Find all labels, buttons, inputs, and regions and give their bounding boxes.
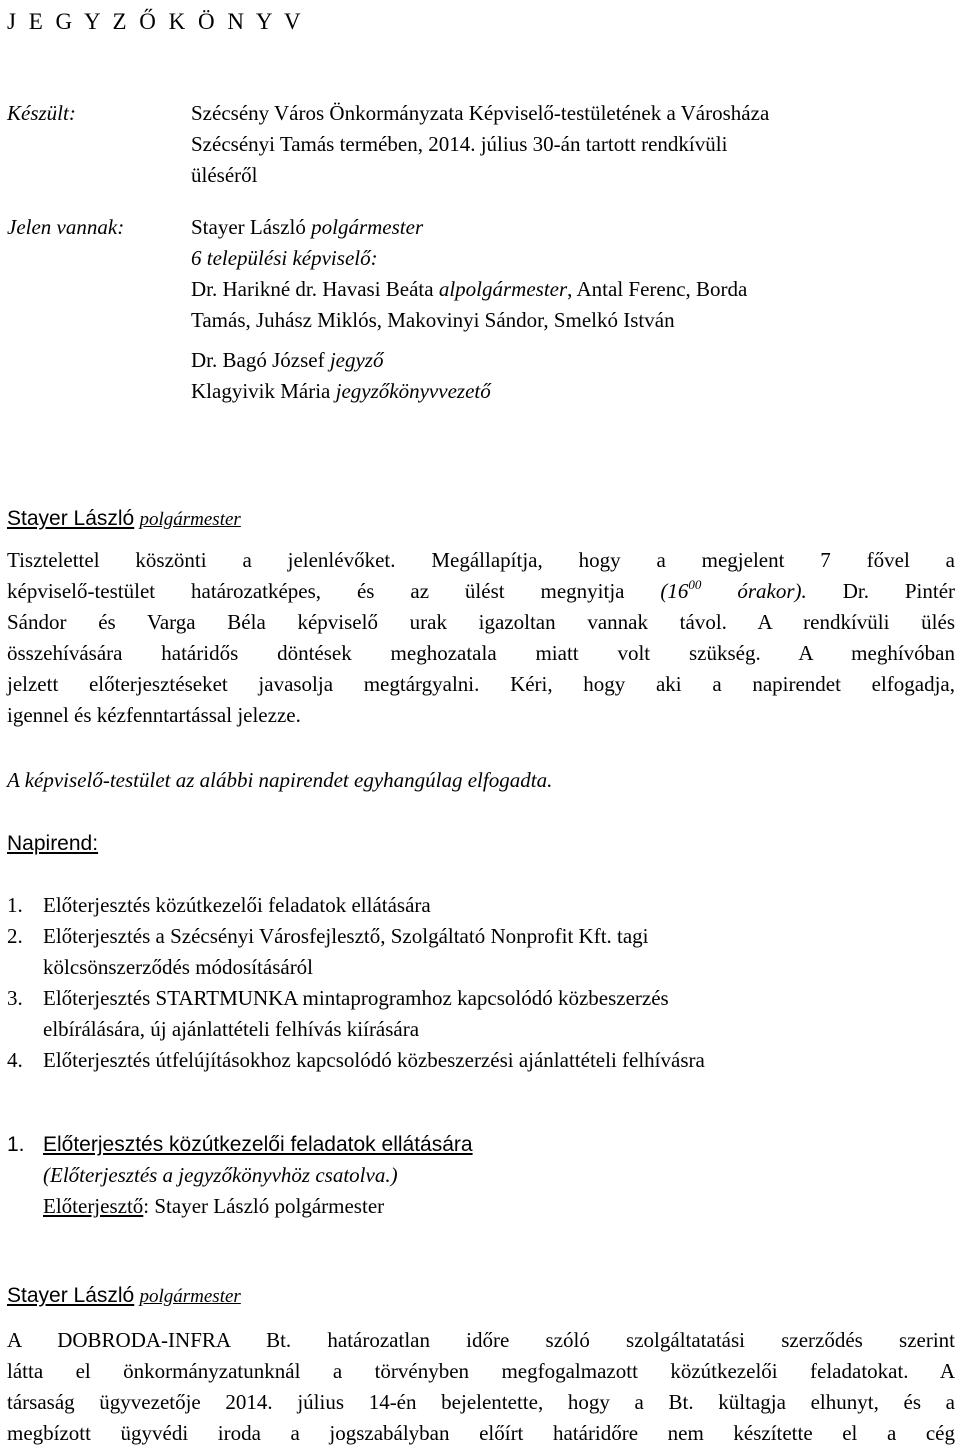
intro-time: (16 — [660, 579, 689, 603]
intro-line: Sándor és Varga Béla képviselő urak igazoltan vannak távol. A rendkívüli ülés — [7, 610, 955, 634]
final-line: társaság ügyvezetője 2014. július 14-én bejelentette, hogy a Bt. kültagja elhunyt, és a — [7, 1390, 955, 1414]
attendee-mayor — [191, 212, 951, 243]
final-paragraph — [7, 1325, 955, 1449]
keszult-line: Szécsényi Tamás termében, 2014. július 30-án tartott rendkívüli — [191, 132, 728, 156]
agenda-text: Előterjesztés a Szécsényi Városfejlesztő, Szolgáltató Nonprofit Kft. tagi — [43, 924, 649, 948]
agenda-list — [7, 890, 955, 1076]
speaker-name: Stayer László — [7, 1284, 135, 1307]
reps-rest: , Antal Ferenc, Borda — [567, 277, 748, 301]
mayor-name: Stayer László — [191, 215, 306, 239]
speaker-role: polgármester — [139, 509, 241, 530]
agenda-item — [7, 983, 955, 1045]
intro-paragraph — [7, 545, 955, 731]
attendees — [191, 212, 951, 407]
item1-note: (Előterjesztés a jegyzőkönyvhöz csatolva.) — [43, 1163, 398, 1187]
agenda-text: Előterjesztés STARTMUNKA mintaprogramhoz kapcsolódó közbeszerzés — [43, 986, 669, 1010]
document-title: J E G Y Z Ő K Ö N Y V — [7, 9, 305, 34]
speaker-role: polgármester — [139, 1286, 241, 1307]
intro-text: képviselő-testület határozatképes, és az ülést megnyitja — [7, 579, 625, 603]
agenda-item — [7, 890, 955, 921]
presenter-name: : Stayer László polgármester — [143, 1194, 385, 1218]
intro-text: Dr. Pintér — [842, 579, 956, 603]
attendee-keeper — [191, 376, 951, 407]
intro-time-unit: órakor). — [737, 579, 807, 603]
keszult-label: Készült: — [7, 101, 76, 125]
final-line: látta el önkormányzatunknál a törvényben megfogalmazott közútkezelői feladatokat. A — [7, 1359, 955, 1383]
agenda-number: 1. — [7, 893, 23, 917]
intro-line: igennel és kézfenntartással jelezze. — [7, 703, 301, 727]
notary-role: jegyző — [329, 348, 384, 372]
final-line: A DOBRODA-INFRA Bt. határozatlan időre szóló szolgáltatatási szerződés szerint — [7, 1328, 955, 1352]
item1-number: 1. — [7, 1133, 25, 1156]
agenda-text: Előterjesztés útfelújításokhoz kapcsolódó közbeszerzési ajánlattételi felhívásra — [43, 1048, 705, 1072]
agenda-text: kölcsönszerződés módosításáról — [43, 955, 314, 979]
keszult-text — [191, 98, 951, 191]
intro-time-sup: 00 — [688, 577, 702, 592]
item1-section — [7, 1129, 955, 1222]
item1-title: Előterjesztés közútkezelői feladatok ellátására — [43, 1133, 473, 1156]
agenda-number: 2. — [7, 924, 23, 948]
speaker-name: Stayer László — [7, 507, 135, 530]
agenda-text: Előterjesztés közútkezelői feladatok ellátására — [43, 893, 431, 917]
speaker-heading — [7, 1280, 241, 1312]
presenter-label: Előterjesztő — [43, 1194, 144, 1218]
mayor-role: polgármester — [311, 215, 424, 239]
rep-name: Dr. Harikné dr. Havasi Beáta — [191, 277, 434, 301]
keszult-line: Szécsény Város Önkormányzata Képviselő-testületének a Városháza — [191, 101, 770, 125]
agenda-text: elbírálására, új ajánlattételi felhívás kiírására — [43, 1017, 420, 1041]
intro-line — [7, 576, 955, 607]
speaker-heading — [7, 503, 241, 535]
keeper-name: Klagyivik Mária — [191, 379, 331, 403]
napirend-heading: Napirend: — [7, 832, 99, 855]
intro-line: Tisztelettel köszönti a jelenlévőket. Megállapítja, hogy a megjelent 7 fővel a — [7, 548, 955, 572]
rep-role: alpolgármester — [438, 277, 568, 301]
reps-line — [191, 274, 951, 305]
intro-line: jelzett előterjesztéseket javasolja megtárgyalni. Kéri, hogy aki a napirendet elfogadja, — [7, 672, 955, 696]
attendee-notary — [191, 345, 951, 376]
keeper-role: jegyzőkönyvvezető — [335, 379, 491, 403]
reps-line-2: Tamás, Juhász Miklós, Makovinyi Sándor, Smelkó István — [191, 308, 675, 332]
accepted-statement: A képviselő-testület az alábbi napirendet egyhangúlag elfogadta. — [7, 768, 553, 792]
item1-heading — [7, 1129, 955, 1160]
jelen-label: Jelen vannak: — [7, 215, 125, 239]
agenda-item — [7, 1045, 955, 1076]
agenda-number: 4. — [7, 1048, 23, 1072]
intro-line: összehívására határidős döntések meghozatala miatt volt szükség. A meghívóban — [7, 641, 955, 665]
item1-presenter — [7, 1191, 955, 1222]
final-line: megbízott ügyvédi iroda a jogszabályban előírt határidőre nem készítette el a cég — [7, 1421, 955, 1445]
notary-name: Dr. Bagó József — [191, 348, 325, 372]
reps-label: 6 települési képviselő: — [191, 246, 378, 270]
agenda-number: 3. — [7, 986, 23, 1010]
agenda-item — [7, 921, 955, 983]
keszult-line: üléséről — [191, 163, 258, 187]
